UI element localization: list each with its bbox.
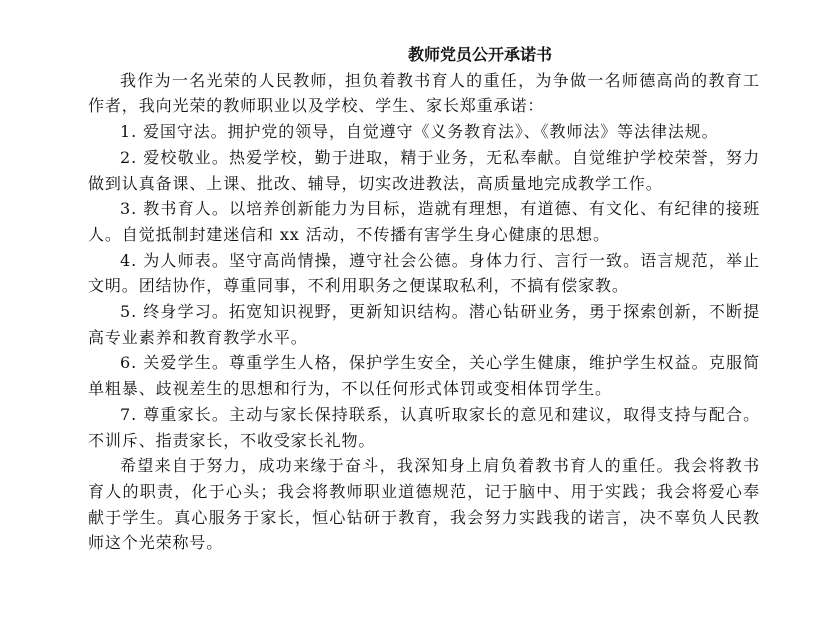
commitment-item-6: 6. 关爱学生。尊重学生人格，保护学生安全，关心学生健康，维护学生权益。克服简单粗暴、歧视差生的思想和行为，不以任何形式体罚或变相体罚学生。 [88,353,760,399]
commitment-item-3: 3. 教书育人。以培养创新能力为目标，造就有理想，有道德、有文化、有纪律的接班人。自觉抵制封建迷信和 xx 活动，不传播有害学生身心健康的思想。 [88,199,760,244]
document-body [88,42,760,556]
commitment-item-5: 5. 终身学习。拓宽知识视野，更新知识结构。潜心钻研业务，勇于探索创新，不断提高专业素养和教育教学水平。 [88,302,760,347]
commitment-item-7: 7. 尊重家长。主动与家长保持联系，认真听取家长的意见和建议，取得支持与配合。不训斥、指责家长，不收受家长礼物。 [88,404,760,450]
document-title: 教师党员公开承诺书 [408,45,553,64]
commitment-item-1: 1. 爱国守法。拥护党的领导，自觉遵守《义务教育法》、《教师法》等法律法规。 [120,122,719,142]
closing-paragraph: 希望来自于努力，成功来缘于奋斗，我深知身上肩负着教书育人的重任。我会将教书育人的职责，化于心头；我会将教师职业道德规范，记于脑中、用于实践；我会将爱心奉献于学生。真心服务于家长，恒心钻研于教育，我会努力实践我的诺言，决不辜负人民教师这个光荣称号。 [88,456,760,553]
commitment-item-2: 2. 爱校敬业。热爱学校，勤于进取，精于业务，无私奉献。自觉维护学校荣誉，努力做到认真备课、上课、批改、辅导，切实改进教法，高质量地完成教学工作。 [88,147,760,193]
commitment-item-4: 4. 为人师表。坚守高尚情操，遵守社会公德。身体力行、言行一致。语言规范，举止文明。团结协作，尊重同事，不利用职务之便谋取私利，不搞有偿家教。 [88,250,760,296]
intro-paragraph: 我作为一名光荣的人民教师，担负着教书育人的重任，为争做一名师德高尚的教育工作者，我向光荣的教师职业以及学校、学生、家长郑重承诺： [88,70,760,116]
